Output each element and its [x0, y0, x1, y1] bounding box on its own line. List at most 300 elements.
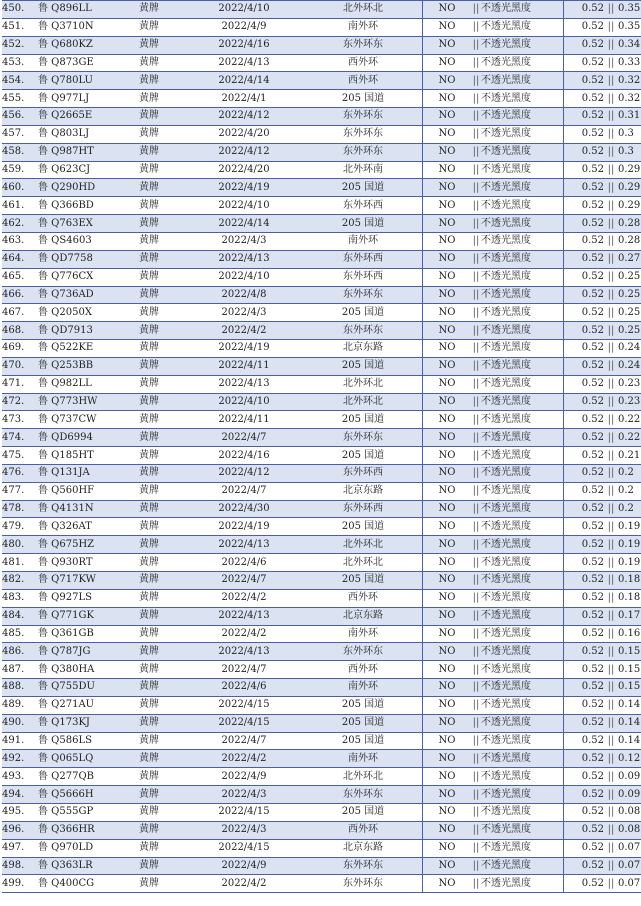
result-flag: NO [423, 714, 472, 732]
test-type: 不透光黑度 [481, 90, 564, 108]
test-type: 不透光黑度 [481, 108, 564, 126]
limit-value: 0.52 [564, 786, 605, 804]
limit-value: 0.52 [564, 161, 605, 179]
result-flag: NO [423, 72, 472, 90]
inspection-date: 2022/4/9 [184, 768, 304, 786]
table-row [2, 839, 641, 857]
separator: || [604, 375, 618, 393]
plate-number: 鲁 Q326AT [38, 518, 114, 536]
road-location: 南外环 [304, 625, 423, 643]
plate-number: 鲁 Q987HT [38, 143, 114, 161]
limit-value: 0.52 [564, 679, 605, 697]
limit-value: 0.52 [564, 482, 605, 500]
separator: || [471, 197, 481, 215]
road-location: 北外环北 [304, 1, 423, 19]
row-index: 472. [2, 393, 38, 411]
row-index: 489. [2, 696, 38, 714]
plate-color: 黄牌 [114, 821, 184, 839]
result-flag: NO [423, 375, 472, 393]
limit-value: 0.52 [564, 857, 605, 875]
limit-value: 0.52 [564, 875, 605, 893]
table-row [2, 518, 641, 536]
separator: || [471, 732, 481, 750]
measured-value: 0.23 [618, 393, 641, 411]
result-flag: NO [423, 857, 472, 875]
limit-value: 0.52 [564, 357, 605, 375]
road-location: 205 国道 [304, 357, 423, 375]
result-flag: NO [423, 304, 472, 322]
plate-color: 黄牌 [114, 732, 184, 750]
measured-value: 0.12 [618, 750, 641, 768]
inspection-date: 2022/4/15 [184, 839, 304, 857]
test-type: 不透光黑度 [481, 661, 564, 679]
result-flag: NO [423, 90, 472, 108]
separator: || [604, 803, 618, 821]
plate-color: 黄牌 [114, 18, 184, 36]
separator: || [471, 250, 481, 268]
road-location: 西外环 [304, 72, 423, 90]
inspection-date: 2022/4/13 [184, 643, 304, 661]
plate-color: 黄牌 [114, 679, 184, 697]
table-row [2, 572, 641, 590]
road-location: 205 国道 [304, 215, 423, 233]
separator: || [604, 643, 618, 661]
row-index: 491. [2, 732, 38, 750]
separator: || [604, 679, 618, 697]
inspection-date: 2022/4/8 [184, 286, 304, 304]
separator: || [471, 607, 481, 625]
measured-value: 0.33 [618, 54, 641, 72]
plate-number: 鲁 Q363LR [38, 857, 114, 875]
inspection-date: 2022/4/7 [184, 429, 304, 447]
test-type: 不透光黑度 [481, 643, 564, 661]
inspection-date: 2022/4/20 [184, 125, 304, 143]
measured-value: 0.25 [618, 304, 641, 322]
separator: || [604, 857, 618, 875]
test-type: 不透光黑度 [481, 786, 564, 804]
row-index: 475. [2, 447, 38, 465]
plate-number: 鲁 Q780LU [38, 72, 114, 90]
test-type: 不透光黑度 [481, 839, 564, 857]
measured-value: 0.32 [618, 72, 641, 90]
result-flag: NO [423, 500, 472, 518]
separator: || [604, 125, 618, 143]
measured-value: 0.2 [618, 482, 641, 500]
separator: || [604, 554, 618, 572]
result-flag: NO [423, 572, 472, 590]
limit-value: 0.52 [564, 429, 605, 447]
separator: || [604, 232, 618, 250]
inspection-date: 2022/4/7 [184, 482, 304, 500]
vehicle-emission-table [2, 0, 641, 893]
inspection-date: 2022/4/3 [184, 304, 304, 322]
table-row [2, 536, 641, 554]
plate-color: 黄牌 [114, 36, 184, 54]
separator: || [604, 518, 618, 536]
plate-color: 黄牌 [114, 1, 184, 19]
row-index: 485. [2, 625, 38, 643]
inspection-date: 2022/4/3 [184, 786, 304, 804]
row-index: 481. [2, 554, 38, 572]
plate-number: 鲁 Q271AU [38, 696, 114, 714]
plate-color: 黄牌 [114, 803, 184, 821]
limit-value: 0.52 [564, 286, 605, 304]
plate-number: 鲁 Q522KE [38, 340, 114, 358]
limit-value: 0.52 [564, 18, 605, 36]
separator: || [471, 322, 481, 340]
inspection-date: 2022/4/7 [184, 732, 304, 750]
measured-value: 0.28 [618, 232, 641, 250]
inspection-date: 2022/4/11 [184, 357, 304, 375]
plate-color: 黄牌 [114, 143, 184, 161]
road-location: 东外环东 [304, 322, 423, 340]
plate-color: 黄牌 [114, 125, 184, 143]
row-index: 498. [2, 857, 38, 875]
table-row [2, 357, 641, 375]
inspection-date: 2022/4/20 [184, 161, 304, 179]
test-type: 不透光黑度 [481, 696, 564, 714]
plate-number: 鲁 Q400CG [38, 875, 114, 893]
limit-value: 0.52 [564, 696, 605, 714]
result-flag: NO [423, 411, 472, 429]
measured-value: 0.14 [618, 732, 641, 750]
plate-color: 黄牌 [114, 589, 184, 607]
row-index: 474. [2, 429, 38, 447]
plate-number: 鲁 Q131JA [38, 464, 114, 482]
limit-value: 0.52 [564, 197, 605, 215]
limit-value: 0.52 [564, 143, 605, 161]
table-row [2, 108, 641, 126]
test-type: 不透光黑度 [481, 215, 564, 233]
inspection-date: 2022/4/12 [184, 464, 304, 482]
table-row [2, 661, 641, 679]
road-location: 205 国道 [304, 572, 423, 590]
measured-value: 0.3 [618, 143, 641, 161]
plate-color: 黄牌 [114, 768, 184, 786]
separator: || [471, 232, 481, 250]
test-type: 不透光黑度 [481, 554, 564, 572]
separator: || [604, 304, 618, 322]
measured-value: 0.19 [618, 536, 641, 554]
measured-value: 0.15 [618, 643, 641, 661]
limit-value: 0.52 [564, 268, 605, 286]
table-row [2, 232, 641, 250]
row-index: 496. [2, 821, 38, 839]
separator: || [604, 286, 618, 304]
plate-number: 鲁 Q173KJ [38, 714, 114, 732]
row-index: 486. [2, 643, 38, 661]
result-flag: NO [423, 786, 472, 804]
separator: || [471, 1, 481, 19]
separator: || [471, 696, 481, 714]
road-location: 北京东路 [304, 340, 423, 358]
plate-number: 鲁 Q555GP [38, 803, 114, 821]
plate-color: 黄牌 [114, 179, 184, 197]
separator: || [604, 143, 618, 161]
plate-number: 鲁 Q982LL [38, 375, 114, 393]
road-location: 205 国道 [304, 411, 423, 429]
table-row [2, 732, 641, 750]
separator: || [471, 125, 481, 143]
separator: || [471, 36, 481, 54]
inspection-date: 2022/4/30 [184, 500, 304, 518]
separator: || [604, 875, 618, 893]
limit-value: 0.52 [564, 750, 605, 768]
result-flag: NO [423, 143, 472, 161]
plate-number: 鲁 Q763EX [38, 215, 114, 233]
table-row [2, 803, 641, 821]
plate-number: 鲁 Q361GB [38, 625, 114, 643]
result-flag: NO [423, 232, 472, 250]
limit-value: 0.52 [564, 375, 605, 393]
limit-value: 0.52 [564, 572, 605, 590]
plate-number: 鲁 Q290HD [38, 179, 114, 197]
separator: || [471, 839, 481, 857]
plate-color: 黄牌 [114, 464, 184, 482]
road-location: 北京东路 [304, 839, 423, 857]
plate-color: 黄牌 [114, 607, 184, 625]
road-location: 205 国道 [304, 696, 423, 714]
road-location: 东外环西 [304, 500, 423, 518]
test-type: 不透光黑度 [481, 411, 564, 429]
road-location: 北外环北 [304, 536, 423, 554]
plate-number: 鲁 Q2665E [38, 108, 114, 126]
plate-number: 鲁 Q970LD [38, 839, 114, 857]
separator: || [471, 72, 481, 90]
result-flag: NO [423, 589, 472, 607]
limit-value: 0.52 [564, 661, 605, 679]
plate-number: 鲁 Q3710N [38, 18, 114, 36]
table-row [2, 215, 641, 233]
inspection-date: 2022/4/9 [184, 18, 304, 36]
limit-value: 0.52 [564, 304, 605, 322]
separator: || [604, 197, 618, 215]
table-row [2, 625, 641, 643]
plate-number: 鲁 Q736AD [38, 286, 114, 304]
plate-color: 黄牌 [114, 625, 184, 643]
road-location: 西外环 [304, 54, 423, 72]
separator: || [471, 625, 481, 643]
separator: || [471, 304, 481, 322]
separator: || [471, 447, 481, 465]
separator: || [471, 429, 481, 447]
separator: || [604, 839, 618, 857]
separator: || [604, 18, 618, 36]
plate-number: 鲁 Q771GK [38, 607, 114, 625]
test-type: 不透光黑度 [481, 1, 564, 19]
row-index: 487. [2, 661, 38, 679]
plate-color: 黄牌 [114, 536, 184, 554]
measured-value: 0.29 [618, 179, 641, 197]
test-type: 不透光黑度 [481, 679, 564, 697]
separator: || [604, 768, 618, 786]
table-row [2, 393, 641, 411]
measured-value: 0.29 [618, 161, 641, 179]
measured-value: 0.17 [618, 607, 641, 625]
table-row [2, 554, 641, 572]
road-location: 南外环 [304, 232, 423, 250]
measured-value: 0.27 [618, 250, 641, 268]
row-index: 494. [2, 786, 38, 804]
inspection-date: 2022/4/6 [184, 679, 304, 697]
row-index: 479. [2, 518, 38, 536]
table-row [2, 90, 641, 108]
result-flag: NO [423, 839, 472, 857]
result-flag: NO [423, 125, 472, 143]
separator: || [604, 268, 618, 286]
inspection-date: 2022/4/10 [184, 197, 304, 215]
plate-color: 黄牌 [114, 322, 184, 340]
table-row [2, 143, 641, 161]
measured-value: 0.22 [618, 429, 641, 447]
plate-number: 鲁 Q675HZ [38, 536, 114, 554]
row-index: 460. [2, 179, 38, 197]
table-row [2, 696, 641, 714]
plate-number: 鲁 Q185HT [38, 447, 114, 465]
road-location: 205 国道 [304, 90, 423, 108]
test-type: 不透光黑度 [481, 464, 564, 482]
row-index: 454. [2, 72, 38, 90]
plate-color: 黄牌 [114, 54, 184, 72]
limit-value: 0.52 [564, 589, 605, 607]
road-location: 东外环东 [304, 643, 423, 661]
table-row [2, 464, 641, 482]
measured-value: 0.24 [618, 340, 641, 358]
inspection-date: 2022/4/1 [184, 90, 304, 108]
result-flag: NO [423, 322, 472, 340]
separator: || [604, 572, 618, 590]
separator: || [604, 72, 618, 90]
plate-color: 黄牌 [114, 268, 184, 286]
separator: || [604, 54, 618, 72]
test-type: 不透光黑度 [481, 250, 564, 268]
inspection-date: 2022/4/15 [184, 696, 304, 714]
plate-number: 鲁 Q4131N [38, 500, 114, 518]
separator: || [604, 108, 618, 126]
limit-value: 0.52 [564, 72, 605, 90]
separator: || [471, 750, 481, 768]
inspection-date: 2022/4/11 [184, 411, 304, 429]
limit-value: 0.52 [564, 179, 605, 197]
table-row [2, 54, 641, 72]
row-index: 488. [2, 679, 38, 697]
measured-value: 0.15 [618, 661, 641, 679]
separator: || [471, 661, 481, 679]
plate-color: 黄牌 [114, 482, 184, 500]
row-index: 467. [2, 304, 38, 322]
plate-number: 鲁 Q277QB [38, 768, 114, 786]
limit-value: 0.52 [564, 322, 605, 340]
plate-number: 鲁 QS4603 [38, 232, 114, 250]
inspection-date: 2022/4/16 [184, 36, 304, 54]
measured-value: 0.08 [618, 803, 641, 821]
test-type: 不透光黑度 [481, 625, 564, 643]
table-row [2, 286, 641, 304]
road-location: 东外环东 [304, 36, 423, 54]
limit-value: 0.52 [564, 554, 605, 572]
plate-color: 黄牌 [114, 340, 184, 358]
table-row [2, 250, 641, 268]
result-flag: NO [423, 108, 472, 126]
separator: || [471, 875, 481, 893]
inspection-date: 2022/4/7 [184, 661, 304, 679]
limit-value: 0.52 [564, 714, 605, 732]
table-row [2, 1, 641, 19]
plate-color: 黄牌 [114, 286, 184, 304]
test-type: 不透光黑度 [481, 768, 564, 786]
limit-value: 0.52 [564, 500, 605, 518]
road-location: 205 国道 [304, 714, 423, 732]
plate-number: 鲁 Q927LS [38, 589, 114, 607]
limit-value: 0.52 [564, 411, 605, 429]
test-type: 不透光黑度 [481, 607, 564, 625]
plate-number: 鲁 Q366BD [38, 197, 114, 215]
separator: || [471, 393, 481, 411]
test-type: 不透光黑度 [481, 393, 564, 411]
plate-color: 黄牌 [114, 108, 184, 126]
road-location: 东外环西 [304, 464, 423, 482]
separator: || [604, 625, 618, 643]
separator: || [471, 18, 481, 36]
measured-value: 0.19 [618, 554, 641, 572]
row-index: 477. [2, 482, 38, 500]
separator: || [471, 179, 481, 197]
separator: || [471, 268, 481, 286]
table-row [2, 643, 641, 661]
test-type: 不透光黑度 [481, 54, 564, 72]
plate-number: 鲁 Q366HR [38, 821, 114, 839]
row-index: 466. [2, 286, 38, 304]
plate-number: 鲁 Q5666H [38, 786, 114, 804]
row-index: 470. [2, 357, 38, 375]
test-type: 不透光黑度 [481, 447, 564, 465]
table-row [2, 857, 641, 875]
test-type: 不透光黑度 [481, 750, 564, 768]
plate-color: 黄牌 [114, 875, 184, 893]
separator: || [604, 340, 618, 358]
row-index: 462. [2, 215, 38, 233]
measured-value: 0.35 [618, 1, 641, 19]
separator: || [471, 536, 481, 554]
separator: || [471, 482, 481, 500]
row-index: 469. [2, 340, 38, 358]
plate-number: 鲁 Q586LS [38, 732, 114, 750]
road-location: 南外环 [304, 18, 423, 36]
plate-number: 鲁 Q776CX [38, 268, 114, 286]
result-flag: NO [423, 625, 472, 643]
road-location: 北外环北 [304, 768, 423, 786]
plate-number: 鲁 Q560HF [38, 482, 114, 500]
plate-number: 鲁 Q755DU [38, 679, 114, 697]
road-location: 东外环西 [304, 268, 423, 286]
test-type: 不透光黑度 [481, 875, 564, 893]
limit-value: 0.52 [564, 90, 605, 108]
inspection-date: 2022/4/19 [184, 518, 304, 536]
row-index: 476. [2, 464, 38, 482]
plate-number: 鲁 Q717KW [38, 572, 114, 590]
road-location: 西外环 [304, 821, 423, 839]
road-location: 205 国道 [304, 304, 423, 322]
measured-value: 0.15 [618, 679, 641, 697]
result-flag: NO [423, 661, 472, 679]
road-location: 205 国道 [304, 518, 423, 536]
row-index: 458. [2, 143, 38, 161]
test-type: 不透光黑度 [481, 286, 564, 304]
result-flag: NO [423, 803, 472, 821]
result-flag: NO [423, 1, 472, 19]
limit-value: 0.52 [564, 340, 605, 358]
result-flag: NO [423, 340, 472, 358]
